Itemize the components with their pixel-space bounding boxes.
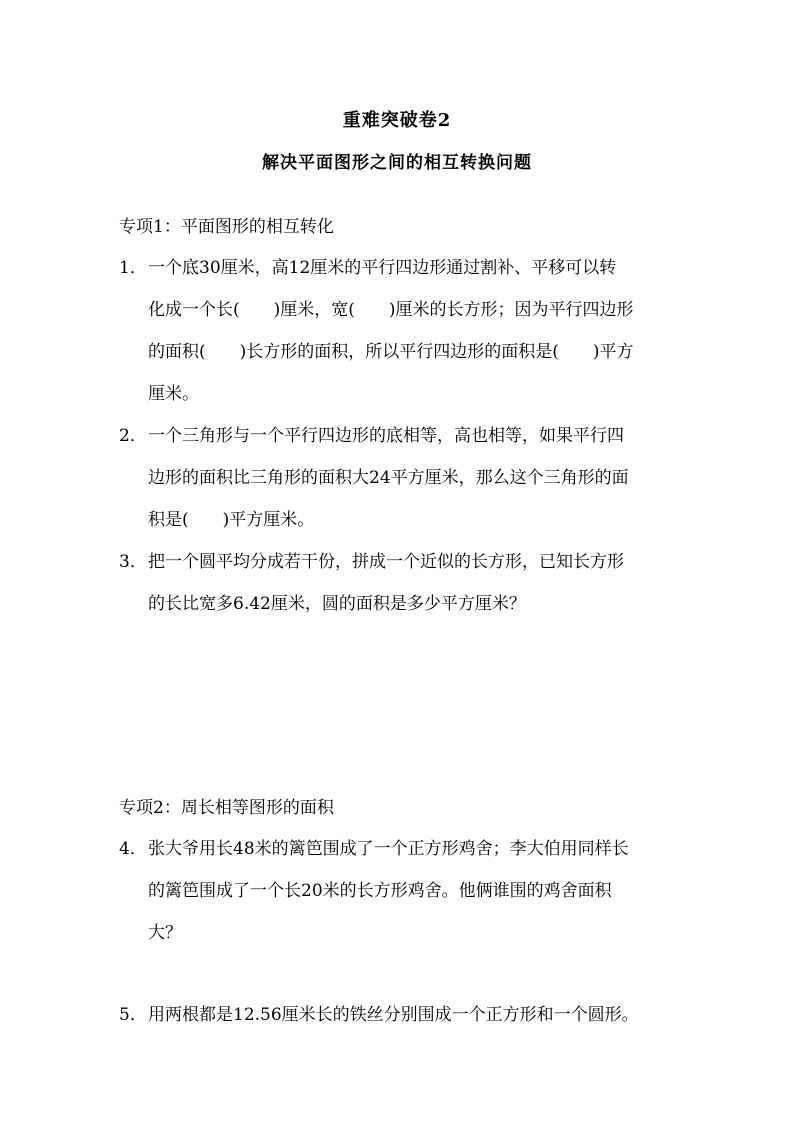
question-text-line: 的长比宽多6.42厘米，圆的面积是多少平方厘米？ [148,594,526,614]
worksheet-subtitle: 解决平面图形之间的相互转换问题 [262,153,532,173]
question-text-line: 积是( )平方厘米。 [148,510,315,530]
question-text-line: 的篱笆围成了一个长20米的长方形鸡舍。他俩谁围的鸡舍面积 [148,881,612,901]
question-text-line: 边形的面积比三角形的面积大24平方厘米，那么这个三角形的面 [148,468,629,488]
question-text-line: 厘米。 [148,384,199,404]
question-text-line: 一个三角形与一个平行四边形的底相等，高也相等，如果平行四 [148,426,624,446]
question-text-line: 化成一个长( )厘米，宽( )厘米的长方形；因为平行四边形 [148,300,634,320]
question-number: 1． [119,258,147,278]
question-text-line: 用两根都是12.56厘米长的铁丝分别围成一个正方形和一个圆形。 [148,1005,639,1025]
section-heading-1: 专项1：平面图形的相互转化 [119,217,334,237]
question-number: 2． [119,426,147,446]
question-text-line: 张大爷用长48米的篱笆围成了一个正方形鸡舍；李大伯用同样长 [148,839,629,859]
question-text-line: 大？ [148,923,182,943]
question-number: 3． [119,552,147,572]
section-heading-2: 专项2：周长相等图形的面积 [119,798,334,818]
question-number: 5． [119,1005,147,1025]
question-text-line: 的面积( )长方形的面积，所以平行四边形的面积是( )平方 [148,342,634,362]
question-text-line: 把一个圆平均分成若干份，拼成一个近似的长方形，已知长方形 [148,552,624,572]
question-text-line: 一个底30厘米，高12厘米的平行四边形通过割补、平移可以转 [148,258,617,278]
question-number: 4． [119,839,147,859]
worksheet-title: 重难突破卷2 [342,110,452,131]
